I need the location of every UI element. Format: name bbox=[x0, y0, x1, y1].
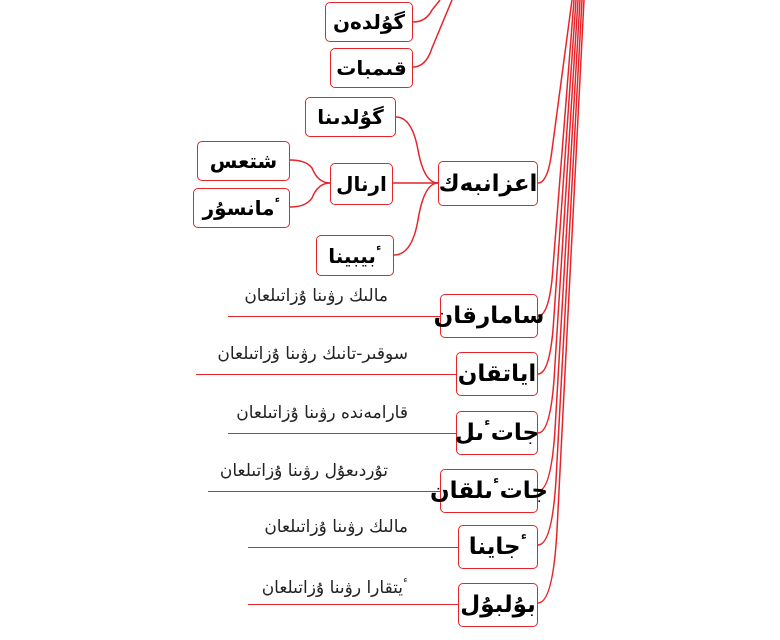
note-underline-bolbol bbox=[248, 604, 458, 605]
connector-bibina bbox=[394, 183, 438, 255]
node-mansur[interactable]: ٴمانسۇر bbox=[193, 188, 290, 228]
node-jatel[interactable]: جاتٴىل bbox=[456, 411, 538, 455]
note-bolbol: ٴيتقارا رۋىنا ۇزاتىلعان bbox=[261, 578, 408, 598]
node-jaina[interactable]: ٴجاينا bbox=[458, 525, 538, 569]
note-underline-jatel bbox=[228, 433, 456, 434]
note-underline-ayatqan bbox=[196, 374, 456, 375]
node-goldan[interactable]: گ‍ۇلدەن bbox=[325, 2, 413, 42]
node-arnal[interactable]: ارنال bbox=[330, 163, 393, 205]
node-samarqan[interactable]: سامارقان bbox=[440, 294, 538, 338]
connector-goldina bbox=[396, 117, 438, 183]
note-jaina: مالىك رۋىنا ۇزاتىلعان bbox=[264, 517, 408, 537]
note-jatelqan: تۇردىعۇل رۋىنا ۇزاتىلعان bbox=[219, 461, 388, 481]
note-jatel: قارامەندە رۋىنا ۇزاتىلعان bbox=[236, 403, 408, 423]
node-shtas[interactable]: شتعس bbox=[197, 141, 290, 181]
node-ayatqan[interactable]: اياتقان bbox=[456, 352, 538, 396]
note-underline-samarqan bbox=[228, 316, 440, 317]
note-ayatqan: سوقىر-تانىك رۋىنا ۇزاتىلعان bbox=[217, 344, 408, 364]
note-samarqan: مالىك رۋىنا ۇزاتىلعان bbox=[244, 286, 388, 306]
connector-shtas bbox=[290, 160, 330, 183]
note-underline-jaina bbox=[248, 547, 458, 548]
connector-mansur bbox=[290, 183, 330, 207]
node-bibina[interactable]: ٴبيبينا bbox=[316, 235, 394, 276]
connector-goldan bbox=[413, 0, 440, 22]
node-qimbat[interactable]: قىمبات bbox=[330, 48, 413, 88]
node-goldina[interactable]: گ‍ۇلدىنا bbox=[305, 97, 396, 137]
node-jatelqan[interactable]: جاتٴىلقان bbox=[440, 469, 538, 513]
node-aizanbek[interactable]: اعزانبەك bbox=[438, 161, 538, 206]
note-underline-jatelqan bbox=[208, 491, 440, 492]
node-bolbol[interactable]: بۇلبۇل bbox=[458, 583, 538, 627]
